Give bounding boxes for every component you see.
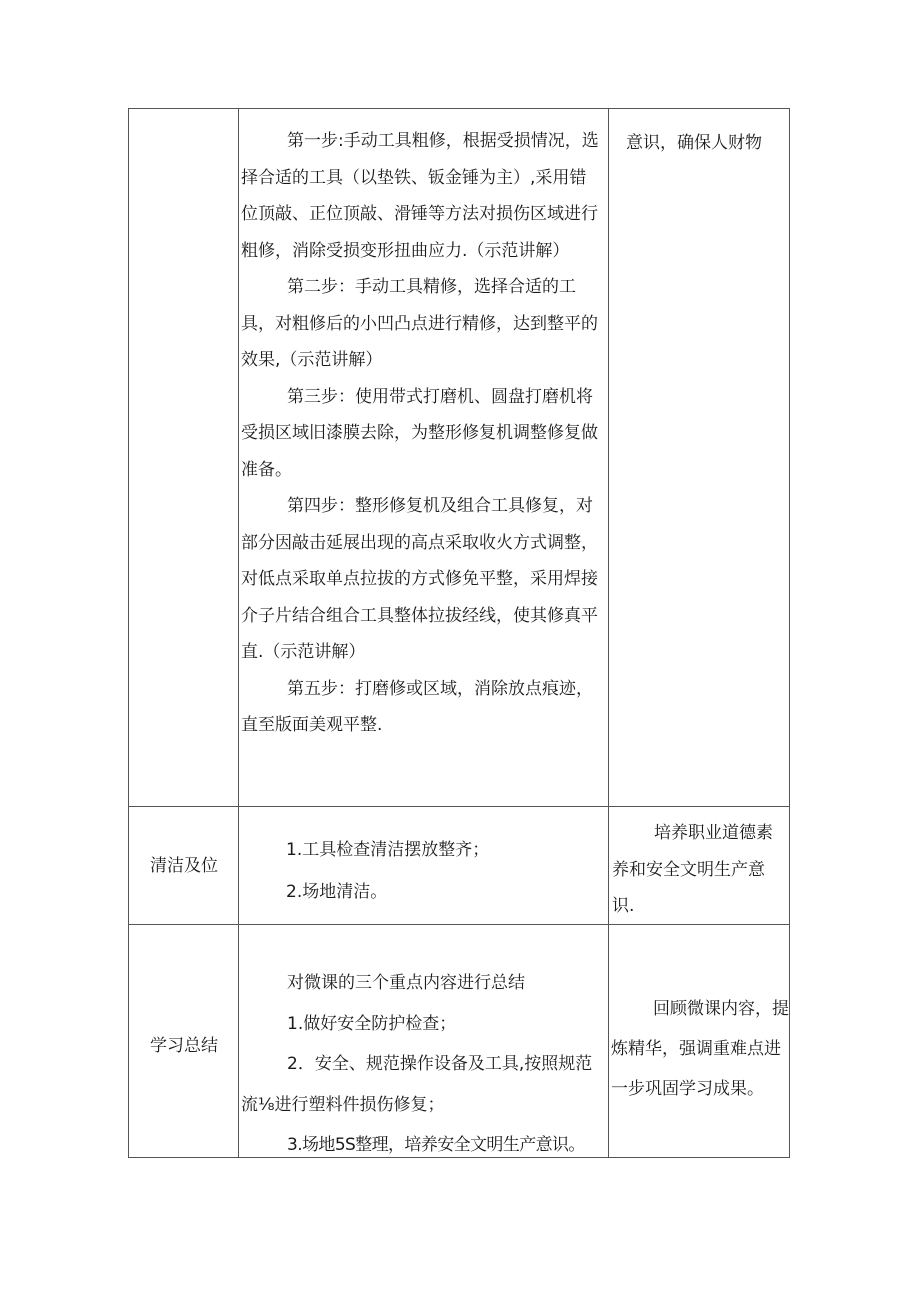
cleanup-item-2: 2.场地清洁。	[286, 882, 388, 902]
summary-content	[241, 963, 607, 1166]
step-2: 第二步：手动工具精修，选择合适的工具，对粗修后的小凹凸点进行精修，达到整平的效果,（示范讲解）	[241, 277, 598, 370]
step-1: 第一步:手动工具粗修，根据受损情况，选择合适的工具（以垫铁、钣金锤为主）,采用错位顶敲、正位顶敲、滑锤等方法对损伤区域进行粗修，消除受损变形扭曲应力.（示范讲解）	[241, 131, 599, 261]
step-5: 第五步：打磨修或区域，消除放点痕迹，直至版面美观平整.	[241, 678, 593, 735]
cleanup-item-1: 1.工具检查清洁摆放整齐；	[286, 840, 490, 860]
cleanup-label: 清洁及位	[150, 856, 218, 876]
column-divider-2	[608, 109, 609, 1157]
summary-item-1: 1.做好安全防护检查；	[287, 1013, 457, 1034]
summary-label: 学习总结	[150, 1036, 218, 1056]
step-3: 第三步：使用带式打磨机、圆盘打磨机将受损区域旧漆膜去除，为整形修复机调整修复做准备。	[241, 386, 598, 480]
steps-goal: 意识，确保人财物	[626, 133, 762, 153]
summary-item-3: 3.场地5S整理，培养安全文明生产意识。	[287, 1135, 585, 1155]
cleanup-goal: 培养职业道德素养和安全文明生产意识.	[612, 823, 773, 916]
lesson-table	[128, 108, 790, 1158]
summary-goal: 回顾微课内容，提炼精华，强调重难点进一步巩固学习成果。	[611, 999, 789, 1099]
summary-intro: 对微课的三个重点内容进行总结	[287, 973, 525, 993]
row-divider-1	[129, 806, 789, 807]
column-divider-1	[238, 109, 239, 1157]
cleanup-content	[286, 829, 601, 913]
steps-content	[241, 123, 603, 744]
step-4: 第四步：整形修复机及组合工具修复，对部分因敲击延展出现的高点采取收火方式调整，对低点采取单点拉拔的方式修免平整，采用焊接介子片结合组合工具整体拉拔经线，使其修真平直.（示范讲解）	[241, 496, 598, 662]
summary-item-2: 2．安全、规范操作设备及工具,按照规范流⅛进行塑料件损伤修复；	[241, 1054, 593, 1115]
